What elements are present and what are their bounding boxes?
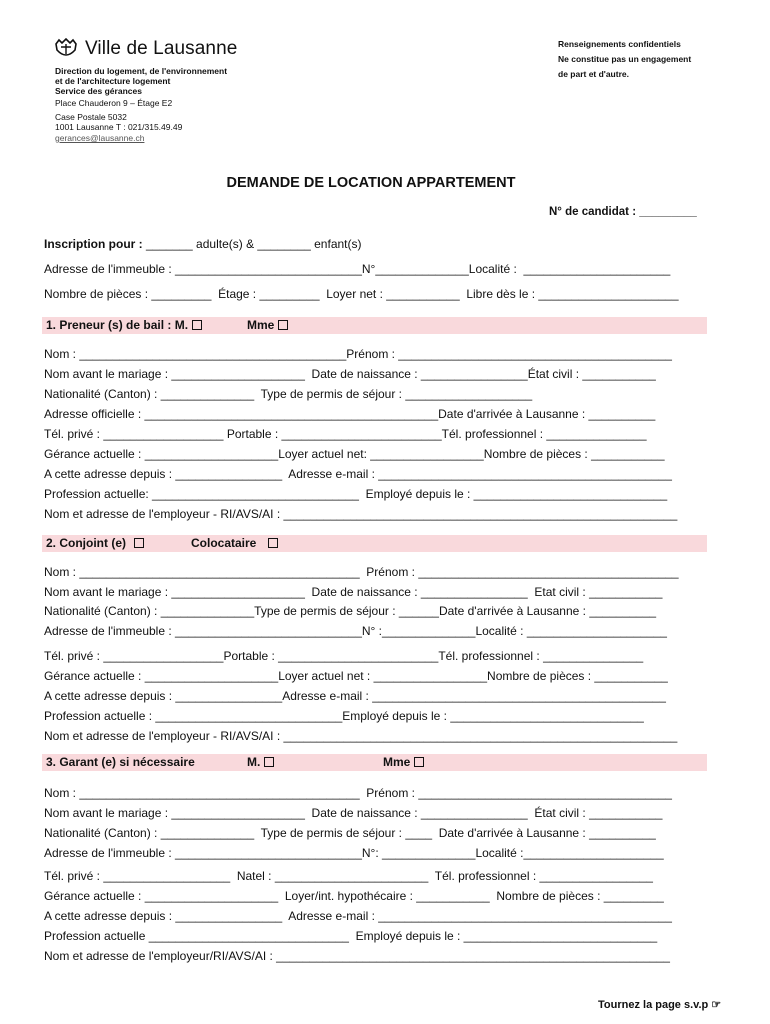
lausanne-crest-icon: [53, 38, 79, 60]
conf-line: Ne constitue pas un engagement: [558, 54, 692, 64]
form-row[interactable]: Gérance actuelle : ____________________ Loyer/int. hypothécaire : ___________ Nombre de pièces : _________: [44, 889, 664, 903]
form-row[interactable]: Adresse de l'immeuble : ____________________________N° :______________Localité : _____________________: [44, 624, 667, 638]
form-row[interactable]: A cette adresse depuis : ________________ Adresse e-mail : ____________________________________________: [44, 467, 672, 481]
form-row[interactable]: Gérance actuelle : ____________________Loyer actuel net: _________________Nombre de pièces : ___________: [44, 447, 665, 461]
department: [55, 66, 227, 96]
form-row[interactable]: Nationalité (Canton) : ______________ Type de permis de séjour : ___________________: [44, 387, 533, 401]
form-row[interactable]: Nom et adresse de l'employeur/RI/AVS/AI : ___________________________________________________________: [44, 949, 670, 963]
form-row[interactable]: Tél. privé : __________________ Portable : ________________________Tél. professionnel : _______________: [44, 427, 647, 441]
form-row[interactable]: Nom et adresse de l'employeur - RI/AVS/AI : ___________________________________________________________: [44, 729, 678, 743]
coloc-option: Colocataire: [191, 535, 278, 552]
dept-line: et de l'architecture logement: [55, 76, 171, 86]
form-row[interactable]: Tél. privé : __________________Portable : ________________________Tél. professionnel : _______________: [44, 649, 644, 663]
inscription-field[interactable]: _______ adulte(s) & ________ enfant(s): [146, 237, 362, 251]
footer-text: Tournez la page s.v.p: [598, 999, 709, 1011]
form-row[interactable]: Nom avant le mariage : ____________________ Date de naissance : ________________ Etat civil : ___________: [44, 585, 663, 599]
form-row[interactable]: Gérance actuelle : ____________________Loyer actuel net : _________________Nombre de pièces : ___________: [44, 669, 668, 683]
form-row[interactable]: A cette adresse depuis : ________________Adresse e-mail : ____________________________________________: [44, 689, 666, 703]
section-2-label: 2. Conjoint (e): [46, 535, 144, 552]
checkbox-m[interactable]: [264, 757, 274, 767]
form-title: DEMANDE DE LOCATION APPARTEMENT: [226, 175, 516, 191]
checkbox-colocataire[interactable]: [268, 538, 278, 548]
dept-line: Service des gérances: [55, 86, 142, 96]
form-row[interactable]: Adresse officielle : ____________________________________________Date d'arrivée à Lausanne : __________: [44, 407, 656, 421]
form-row[interactable]: Profession actuelle ______________________________ Employé depuis le : _____________________________: [44, 929, 658, 943]
confidential-note: [558, 37, 691, 82]
mme-option: Mme: [383, 754, 424, 771]
inscription-row[interactable]: [44, 237, 362, 251]
form-row[interactable]: Nom et adresse de l'employeur - RI/AVS/AI : ___________________________________________________________: [44, 507, 678, 521]
hand-pointer-icon: ☞: [711, 999, 722, 1011]
form-row[interactable]: Nationalité (Canton) : ______________ Type de permis de séjour : ____ Date d'arrivée à Lausanne : __________: [44, 826, 656, 840]
postal-line: Case Postale 5032: [55, 112, 127, 122]
form-row[interactable]: Nom : __________________________________________ Prénom : _______________________________________: [44, 565, 679, 579]
city-logo: [53, 38, 237, 60]
form-row[interactable]: Nationalité (Canton) : ______________Type de permis de séjour : ______Date d'arrivée à Lausanne : __________: [44, 604, 657, 618]
section-3-label: 3. Garant (e) si nécessaire: [46, 755, 195, 769]
conf-line: de part et d'autre.: [558, 69, 629, 79]
email-link[interactable]: gerances@lausanne.ch: [55, 133, 145, 143]
form-row[interactable]: Tél. privé : ___________________ Natel : _______________________ Tél. professionnel : _________________: [44, 869, 653, 883]
section-1-label: 1. Preneur (s) de bail : M.: [46, 317, 202, 334]
form-row[interactable]: A cette adresse depuis : ________________ Adresse e-mail : ____________________________________________: [44, 909, 672, 923]
city-name: Ville de Lausanne: [85, 38, 238, 59]
inscription-label: Inscription pour :: [44, 237, 146, 251]
conf-line: Renseignements confidentiels: [558, 39, 681, 49]
form-row[interactable]: Profession actuelle : ____________________________Employé depuis le : _____________________________: [44, 709, 644, 723]
mme-option: Mme: [247, 317, 288, 334]
property-address-row[interactable]: Adresse de l'immeuble : ____________________________N°______________Localité : ______________________: [44, 262, 671, 276]
form-row[interactable]: Nom : __________________________________________ Prénom : ______________________________________: [44, 786, 672, 800]
section-1-header: [42, 317, 707, 334]
checkbox-mme[interactable]: [278, 320, 288, 330]
form-row[interactable]: Adresse de l'immeuble : ____________________________N°: ______________Localité :_____________________: [44, 846, 664, 860]
postal-line: 1001 Lausanne T : 021/315.49.49: [55, 122, 183, 132]
section-3-header: [42, 754, 707, 771]
checkbox-m[interactable]: [192, 320, 202, 330]
form-row[interactable]: Nom : ________________________________________Prénom : _________________________________________: [44, 347, 672, 361]
dept-line: Direction du logement, de l'environnement: [55, 66, 228, 76]
form-row[interactable]: Nom avant le mariage : ____________________ Date de naissance : ________________État civil : ___________: [44, 367, 656, 381]
checkbox-mme[interactable]: [414, 757, 424, 767]
form-row[interactable]: Nom avant le mariage : ____________________ Date de naissance : ________________ État civil : ___________: [44, 806, 663, 820]
turn-page-note: [598, 998, 721, 1011]
form-row[interactable]: Profession actuelle: _______________________________ Employé depuis le : _____________________________: [44, 487, 668, 501]
section-2-header: [42, 535, 707, 552]
postal-address: [55, 112, 182, 132]
rooms-row[interactable]: Nombre de pièces : _________ Étage : _________ Loyer net : ___________ Libre dès le : _____________________: [44, 287, 679, 301]
address-line: Place Chauderon 9 – Étage E2: [55, 98, 173, 108]
candidate-number[interactable]: N° de candidat : _________: [549, 206, 697, 218]
m-option: M.: [247, 754, 274, 771]
checkbox-conjoint[interactable]: [134, 538, 144, 548]
